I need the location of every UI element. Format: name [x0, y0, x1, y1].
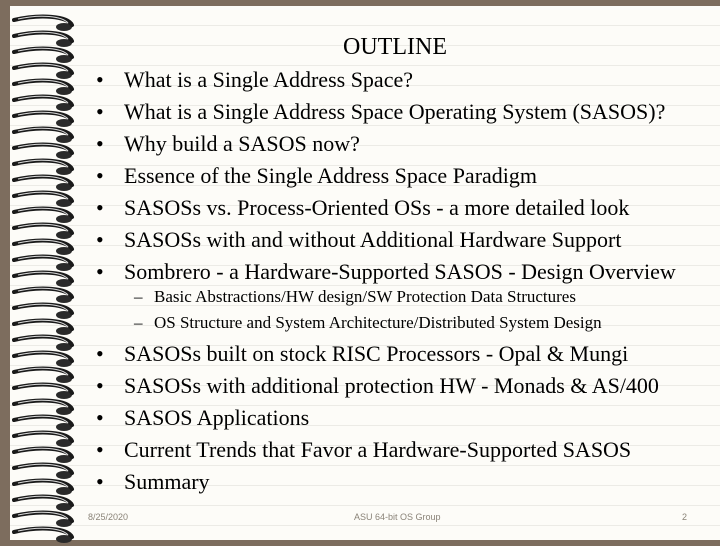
bullet-marker: • — [96, 227, 104, 252]
spiral-ring-icon — [14, 368, 72, 383]
bullet-text: SASOSs vs. Process-Oriented OSs - a more detailed look — [124, 195, 630, 220]
spiral-ring-icon — [14, 112, 72, 127]
spiral-ring-icon — [14, 416, 72, 431]
spiral-ring-icon — [14, 352, 72, 367]
spiral-ring-icon — [14, 496, 72, 511]
sub-bullet-text: OS Structure and System Architecture/Distributed System Design — [154, 313, 602, 332]
sub-bullet-text: Basic Abstractions/HW design/SW Protection Data Structures — [154, 287, 576, 306]
spiral-ring-icon — [14, 304, 72, 319]
slide-title: OUTLINE — [343, 34, 447, 60]
bullet-text: Sombrero - a Hardware-Supported SASOS - Design Overview — [124, 259, 676, 284]
spiral-ring-icon — [14, 96, 72, 111]
bullet-marker: • — [96, 67, 104, 92]
bullet-marker: • — [96, 99, 104, 124]
spiral-ring-icon — [14, 272, 72, 287]
spiral-ring-icon — [14, 320, 72, 335]
bullet-text: What is a Single Address Space Operating System (SASOS)? — [124, 99, 666, 124]
spiral-ring-icon — [14, 288, 72, 303]
spiral-ring-icon — [14, 224, 72, 239]
bullet-text: SASOSs with and without Additional Hardware Support — [124, 227, 622, 252]
sub-bullet-marker: – — [134, 313, 143, 332]
spiral-ring-icon — [14, 256, 72, 271]
slide-page — [10, 6, 720, 540]
bullet-marker: • — [96, 405, 104, 430]
bullet-marker: • — [96, 469, 104, 494]
bullet-marker: • — [96, 437, 104, 462]
bullet-text: SASOSs with additional protection HW - Monads & AS/400 — [124, 373, 659, 398]
spiral-ring-icon — [14, 208, 72, 223]
bullet-marker: • — [96, 163, 104, 188]
spiral-ring-icon — [14, 528, 72, 543]
spiral-ring-icon — [14, 432, 72, 447]
spiral-ring-icon — [14, 128, 72, 143]
spiral-ring-icon — [14, 192, 72, 207]
bullet-marker: • — [96, 259, 104, 284]
spiral-ring-icon — [14, 480, 72, 495]
spiral-ring-icon — [14, 176, 72, 191]
spiral-ring-icon — [14, 144, 72, 159]
spiral-ring-icon — [14, 240, 72, 255]
bullet-marker: • — [96, 341, 104, 366]
spiral-ring-icon — [14, 80, 72, 95]
spiral-ring-icon — [14, 336, 72, 351]
spiral-ring-icon — [14, 48, 72, 63]
spiral-ring-icon — [14, 384, 72, 399]
bullet-text: Summary — [124, 469, 210, 494]
spiral-ring-icon — [14, 464, 72, 479]
spiral-binding-icon — [10, 12, 90, 546]
spiral-ring-icon — [14, 16, 72, 31]
bullet-marker: • — [96, 195, 104, 220]
spiral-ring-icon — [14, 512, 72, 527]
spiral-ring-icon — [14, 64, 72, 79]
sub-bullet-marker: – — [134, 287, 143, 306]
bullet-text: Current Trends that Favor a Hardware-Supported SASOS — [124, 437, 632, 462]
spiral-ring-icon — [14, 160, 72, 175]
bullet-marker: • — [96, 131, 104, 156]
bullet-marker: • — [96, 373, 104, 398]
footer-page-number: 2 — [682, 512, 688, 522]
footer-center-text: ASU 64-bit OS Group — [354, 512, 441, 522]
bullet-text: Why build a SASOS now? — [124, 131, 360, 156]
spiral-ring-icon — [14, 400, 72, 415]
bullet-text: SASOSs built on stock RISC Processors - Opal & Mungi — [124, 341, 629, 366]
bullet-text: Essence of the Single Address Space Paradigm — [124, 163, 538, 188]
bullet-text: SASOS Applications — [124, 405, 310, 430]
spiral-ring-icon — [14, 32, 72, 47]
footer-date: 8/25/2020 — [88, 512, 129, 522]
bullet-text: What is a Single Address Space? — [124, 67, 413, 92]
spiral-ring-icon — [14, 448, 72, 463]
